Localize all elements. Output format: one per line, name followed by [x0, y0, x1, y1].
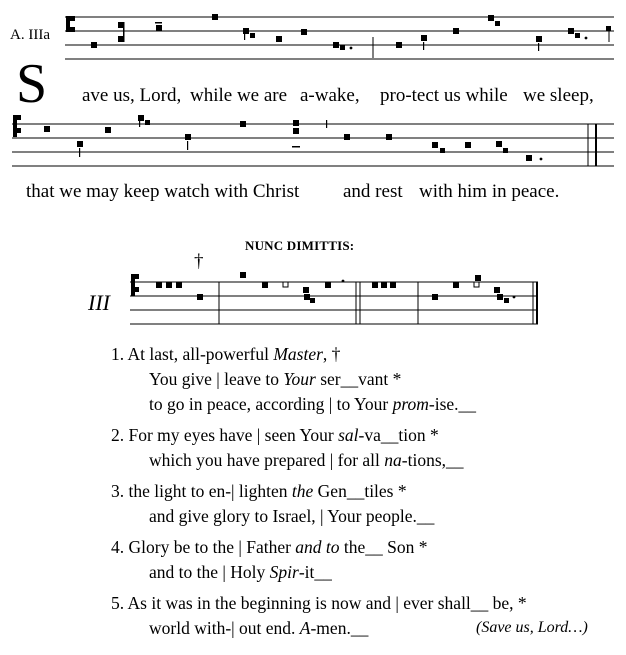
mode-label: A. IIIa — [10, 27, 50, 43]
verse-3-text-b: the — [291, 481, 314, 501]
verse-4-number: 4. — [111, 537, 125, 557]
verse-1-line-1 — [111, 344, 340, 365]
dagger-mark: † — [194, 251, 204, 272]
verse-2-l2-a: which you have prepared | for all — [149, 450, 385, 470]
verse-3-number: 3. — [111, 481, 125, 501]
verse-4-l2-a: and to the | Holy — [149, 562, 270, 582]
verse-1-number: 1. — [111, 344, 125, 364]
verse-4-line-1 — [111, 537, 428, 558]
verse-1-l2-a: You give | leave to — [149, 369, 284, 389]
verse-2-text-c: -va__tion * — [358, 425, 439, 445]
verse-3-line-1 — [111, 481, 407, 502]
lyric-1-1: ave us, Lord, — [82, 85, 182, 106]
verse-1-l2-c: ser__vant * — [315, 369, 402, 389]
verse-1-text-c: , † — [322, 344, 341, 364]
tone-label: III — [88, 290, 110, 315]
verse-5-l2-c: -men.__ — [310, 618, 369, 638]
verse-2-l2-c: -tions,__ — [401, 450, 464, 470]
verse-5-number: 5. — [111, 593, 125, 613]
verse-2-text-a: For my eyes have | seen Your — [128, 425, 339, 445]
verse-4-text-a: Glory be to the | Father — [128, 537, 296, 557]
verse-4-line-2 — [149, 562, 332, 583]
verse-4-text-b: and to — [295, 537, 340, 557]
verse-3-text-c: Gen__tiles * — [313, 481, 407, 501]
verse-3-l2-a: and give glory to Israel, | Your people.__ — [149, 506, 435, 526]
verse-4-text-c: the__ Son * — [339, 537, 428, 557]
verse-4-l2-b: Spir — [269, 562, 299, 582]
verse-5-l2-b: A — [299, 618, 311, 638]
verse-1-text-b: Master — [273, 344, 323, 364]
verse-5-line-2 — [149, 618, 368, 639]
lyric-2-3: with him in peace. — [419, 181, 560, 202]
antiphon-cue: (Save us, Lord…) — [476, 619, 588, 636]
lyric-2-1: that we may keep watch with Christ — [26, 181, 300, 202]
verse-1-text-a: At last, all-powerful — [127, 344, 274, 364]
verse-2-line-1 — [111, 425, 439, 446]
verse-1-l2-b: Your — [283, 369, 316, 389]
lyric-1-5: we sleep, — [523, 85, 594, 106]
lyric-1-4: pro-tect us while — [380, 85, 508, 106]
verse-5-text-a: As it was in the beginning is now and | ever shall__ be, * — [127, 593, 527, 613]
verse-1-l3-b: prom — [392, 394, 429, 414]
verse-2-line-2 — [149, 450, 464, 471]
lyric-1-2: while we are — [190, 85, 288, 106]
verse-2-l2-b: na — [384, 450, 402, 470]
verse-3-text-a: the light to en-| lighten — [128, 481, 292, 501]
verse-2-text-b: sal — [338, 425, 359, 445]
verse-4-l2-c: -it__ — [298, 562, 332, 582]
lyric-1-3: a-wake, — [300, 85, 360, 106]
verse-1-line-3 — [149, 394, 476, 415]
drop-cap: S — [16, 53, 48, 115]
verse-1-line-2 — [149, 369, 401, 390]
canticle-title: NUNC DIMITTIS: — [245, 238, 355, 253]
verse-2-number: 2. — [111, 425, 125, 445]
verse-1-l3-c: -ise.__ — [428, 394, 477, 414]
verse-5-line-1 — [111, 593, 527, 614]
lyric-2-2: and rest — [343, 181, 403, 202]
verse-3-line-2 — [149, 506, 434, 527]
verse-1-l3-a: to go in peace, according | to Your — [149, 394, 393, 414]
verse-5-l2-a: world with-| out end. — [149, 618, 300, 638]
